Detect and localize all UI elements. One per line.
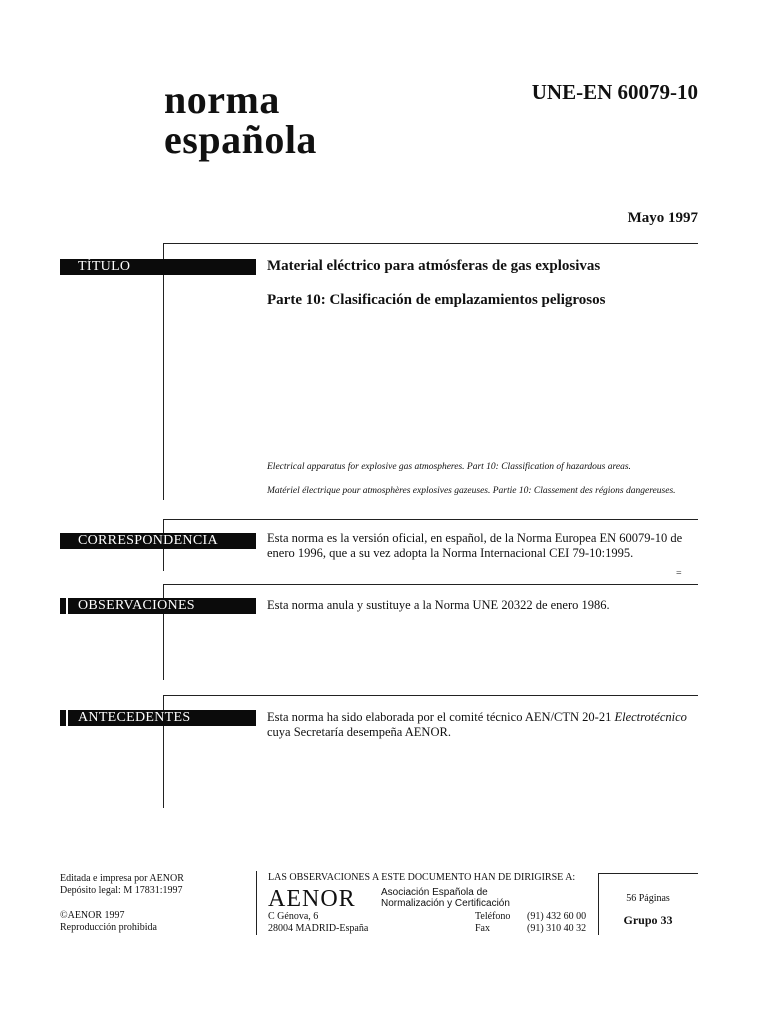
footer-left: [60, 873, 184, 934]
org-line: Asociación Española de: [381, 887, 488, 898]
scan-mark: =: [676, 568, 682, 579]
publisher-line: Editada e impresa por AENOR: [60, 873, 184, 884]
section-vline-titulo: [163, 243, 164, 500]
french-title: Matériel électrique pour atmosphères explosives gazeuses. Partie 10: Classement des régions dangereuses.: [267, 486, 676, 496]
tel-label: Teléfono: [475, 911, 511, 922]
correspondencia-text: Esta norma es la versión oficial, en español, de la Norma Europea EN 60079-10 de enero 1996, que a su vez adopta la Norma Internacional CEI 79-10:1995.: [267, 531, 683, 560]
observaciones-text: Esta norma anula y sustituye a la Norma UNE 20322 de enero 1986.: [267, 598, 610, 612]
main-title: Material eléctrico para atmósferas de gas explosivas: [267, 258, 601, 274]
antecedentes-text-part: cuya Secretaría desempeña AENOR.: [267, 725, 451, 739]
footer-divider: [256, 871, 257, 935]
label-observaciones: OBSERVACIONES: [60, 598, 256, 614]
section-divider-observaciones: [163, 584, 698, 585]
english-title: Electrical apparatus for explosive gas atmospheres. Part 10: Classification of hazardous areas.: [267, 462, 631, 472]
footer-contact-labels: [475, 911, 510, 935]
antecedentes-committee-name: Electrotécnico: [614, 710, 687, 724]
fax-label: Fax: [475, 923, 490, 934]
sub-title: Parte 10: Clasificación de emplazamientos peligrosos: [267, 292, 606, 308]
label-tick: [66, 598, 68, 614]
section-divider-correspondencia: [163, 519, 698, 520]
price-group: Grupo 33: [623, 913, 673, 927]
org-line: Normalización y Certificación: [381, 898, 510, 909]
publication-date: Mayo 1997: [627, 210, 698, 226]
footer-address: [268, 911, 368, 935]
legal-deposit: Depósito legal: M 17831:1997: [60, 885, 183, 896]
tel-value: (91) 432 60 00: [527, 911, 587, 922]
footer-notice: LAS OBSERVACIONES A ESTE DOCUMENTO HAN DE DIRIGIRSE A:: [268, 872, 576, 883]
reproduction-notice: Reproducción prohibida: [60, 922, 157, 933]
label-antecedentes: ANTECEDENTES: [60, 710, 256, 726]
section-divider-antecedentes: [163, 695, 698, 696]
antecedentes-text-part: Esta norma ha sido elaborada por el comité técnico AEN/CTN 20-21: [267, 710, 615, 724]
address-line: 28004 MADRID-España: [268, 923, 369, 934]
section-divider-titulo: [163, 243, 698, 244]
aenor-org-name: [381, 887, 510, 909]
fax-value: (91) 310 40 32: [527, 923, 587, 934]
title-norma: norma: [164, 77, 280, 122]
page-count: 56 Páginas: [626, 893, 670, 904]
copyright: ©AENOR 1997: [60, 910, 125, 921]
pages-box-top: [598, 873, 698, 874]
label-titulo: TÍTULO: [60, 259, 256, 275]
title-espanola: española: [164, 117, 317, 162]
label-correspondencia: CORRESPONDENCIA: [60, 533, 256, 549]
address-line: C Génova, 6: [268, 911, 319, 922]
footer-contact-values: [527, 911, 586, 935]
antecedentes-text: [267, 710, 699, 740]
label-tick: [66, 710, 68, 726]
aenor-logo: AENOR: [268, 886, 356, 912]
standard-code: UNE-EN 60079-10: [531, 80, 698, 104]
